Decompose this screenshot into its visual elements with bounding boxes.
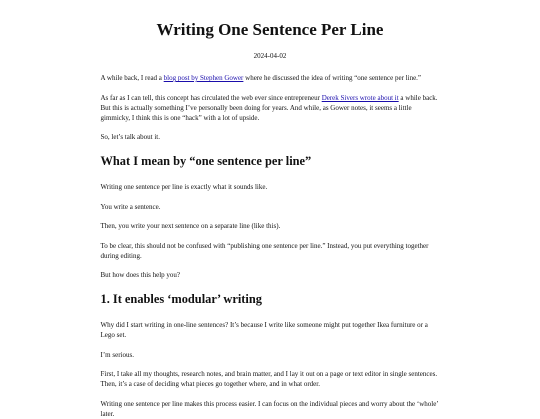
intro-text: As far as I can tell, this concept has circulated the web ever since entrepreneur <box>100 93 322 102</box>
intro-text: a while back. But this is actually something I’ve personally been doing for years. And while, as Gower notes, it seems a little gimmicky, I think this is one “hack” with a lot of upside. <box>100 93 438 122</box>
intro-text: A while back, I read a <box>100 74 164 82</box>
section-heading-modular-writing: 1. It enables ‘modular’ writing <box>100 292 262 306</box>
body-paragraph: Writing one sentence per line makes this process easier. I can focus on the individual pieces and worry about the ‘whole’ later. <box>100 399 439 418</box>
intro-paragraph-3: So, let’s talk about it. <box>100 133 160 141</box>
body-paragraph: You write a sentence. <box>100 202 161 211</box>
post-date: 2024-04-02 <box>253 52 287 60</box>
body-paragraph: First, I take all my thoughts, research notes, and brain matter, and I lay it out on a page or text editor in single sentences. Then, it’s a case of deciding what pieces go together where, and in what order. <box>100 370 438 388</box>
body-paragraph: Writing one sentence per line is exactly what it sounds like. <box>100 183 268 191</box>
body-paragraph: Then, you write your next sentence on a separate line (like this). <box>100 222 281 230</box>
article <box>101 0 440 419</box>
body-paragraph: I’m serious. <box>100 350 134 359</box>
body-paragraph: But how does this help you? <box>100 271 181 279</box>
body-paragraph: To be clear, this should not be confused with “publishing one sentence per line.” Instead, you put everything together during editing. <box>100 241 429 260</box>
stephen-gower-post-link[interactable]: blog post by Stephen Gower <box>163 74 244 82</box>
intro-paragraph-1 <box>101 73 440 83</box>
section-heading-what-i-mean: What I mean by “one sentence per line” <box>100 154 312 168</box>
intro-paragraph-2 <box>101 93 440 123</box>
intro-text: where he discussed the idea of writing “one sentence per line.” <box>243 74 422 82</box>
body-paragraph: Why did I start writing in one-line sentences? It’s because I write like someone might put together Ikea furniture or a Lego set. <box>100 321 428 339</box>
derek-sivers-link[interactable]: Derek Sivers wrote about it <box>321 93 399 102</box>
post-title: Writing One Sentence Per Line <box>156 20 384 39</box>
